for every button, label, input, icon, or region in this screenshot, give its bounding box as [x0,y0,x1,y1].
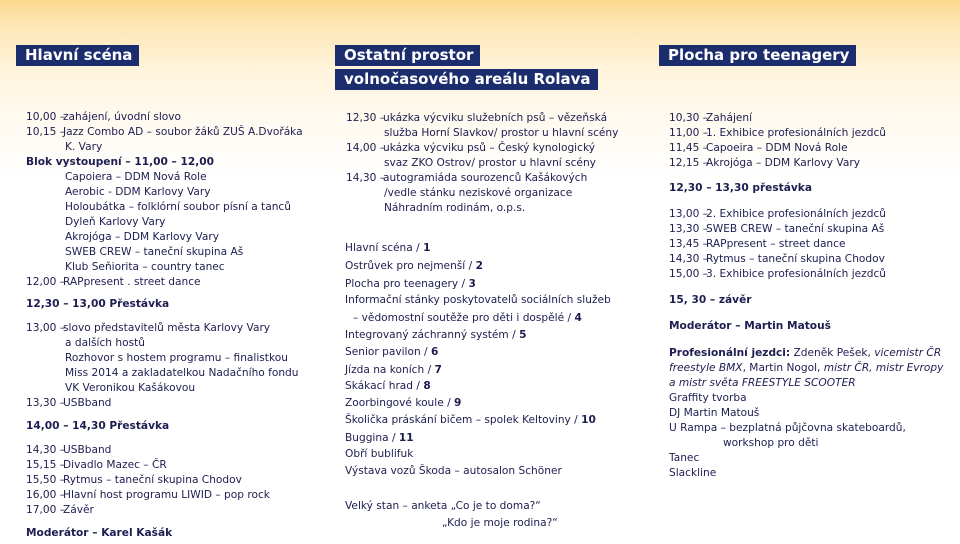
event: Rozhovor s hostem programu – finalistkou [65,352,288,364]
schedule-row [669,267,886,282]
time: 15,50 – [26,474,65,486]
time: 13,30 – [26,397,65,409]
schedule-row [346,141,595,156]
event: Capoeira – DDM Nová Role [706,142,848,154]
event: 2. Exhibice profesionálních jezdců [706,208,886,220]
area-name: Senior pavilon / [345,346,431,358]
area-number: 1 [423,242,431,254]
riders-label: Profesionální jezdci: [669,347,791,359]
time: 13,00 – [669,208,708,220]
area-number: 7 [434,364,442,376]
time: 14,30 – [26,444,65,456]
schedule-row [669,237,846,252]
area-name: Školička práskání bičem – spolek Keltoviny / [345,414,582,426]
schedule-row [26,321,270,336]
map-legend-item [345,413,596,428]
time: 11,45 – [669,142,708,154]
activity-continuation: workshop pro děti [723,437,819,449]
map-legend-item [345,328,526,343]
area-number: 3 [468,278,476,290]
block-heading: Blok vystoupení – 11,00 – 12,00 [26,156,215,168]
area-number: 6 [430,346,439,358]
area-name: Buggina / [345,432,399,444]
time: 10,30 – [669,112,708,124]
schedule-row [26,503,94,518]
event: ukázka výcviku psů – Český kynologický [383,142,595,154]
schedule-row [26,125,303,140]
activity: DJ Martin Matouš [669,407,760,419]
event-continuation: svaz ZKO Ostrov/ prostor u hlavní scény [384,157,596,169]
event: Hlavní host programu LIWID – pop rock [63,489,270,501]
time: 13,30 – [669,223,708,235]
time: 15,00 – [669,268,708,280]
event: Klub Seňiorita – country tanec [65,261,225,273]
area-number: 9 [454,397,462,409]
area-number: 8 [423,380,431,392]
schedule-row [26,473,242,488]
map-legend-item [353,311,582,326]
map-legend-item [345,277,476,292]
survey-line: „Kdo je moje rodina?“ [442,517,558,529]
riders-line: a mistr světa FREESTYLE SCOOTER [669,377,856,389]
area-number: 2 [475,260,483,272]
riders-line [669,346,941,361]
area-name: Jízda na koních / [345,364,435,376]
event: Holoubátka – folklórní soubor písní a tanců [65,201,291,213]
schedule-row [669,126,886,141]
schedule-row [346,171,587,186]
schedule-row [26,275,201,290]
event: Capoiera – DDM Nová Role [65,171,207,183]
time: 14,00 – [346,142,385,154]
activity: Slackline [669,467,717,479]
riders-title: vicemistr ČR [874,347,942,359]
riders-line [669,361,943,376]
event: zahájení, úvodní slovo [63,111,182,123]
schedule-row [669,156,860,171]
map-legend-item: Výstava vozů Škoda – autosalon Schöner [345,465,562,477]
riders-title: mistr ČR, mistr Evropy [823,362,944,374]
event: USBband [63,444,112,456]
event: RAPpresent – street dance [706,238,846,250]
moderator: Moderátor – Martin Matouš [669,320,831,332]
event-continuation: služba Horní Slavkov/ prostor u hlavní scény [384,127,619,139]
schedule-row [669,252,885,267]
event: Akrojóga – DDM Karlovy Vary [706,157,860,169]
riders-title: freestyle BMX [669,362,743,374]
map-legend-item [345,396,461,411]
schedule-row [26,110,181,125]
event-continuation: /vedle stánku neziskové organizace [384,187,573,199]
map-legend-item [345,431,414,446]
event-continuation: K. Vary [65,141,103,153]
event: SWEB CREW – taneční skupina Aš [65,246,244,258]
event: slovo představitelů města Karlovy Vary [63,322,271,334]
time: 17,00 – [26,504,65,516]
event-continuation: VK Veronikou Kašákovou [65,382,196,394]
time: 14,30 – [346,172,385,184]
map-legend-item [345,345,438,360]
time: 14,30 – [669,253,708,265]
map-legend-item: Obří bublifuk [345,448,414,460]
map-legend-item [345,259,483,274]
break-heading: 12,30 – 13,30 přestávka [669,182,812,194]
time: 16,00 – [26,489,65,501]
map-legend-item: Informační stánky poskytovatelů sociálních služeb [345,294,611,306]
activity: Tanec [669,452,700,464]
section-header-hlavni-scena: Hlavní scéna [16,45,139,66]
area-name: Skákací hrad / [345,380,424,392]
closing-heading: 15, 30 – závěr [669,294,752,306]
map-legend-item [345,241,430,256]
area-name: Integrovaný záchranný systém / [345,329,520,341]
area-name: – vědomostní soutěže pro děti i dospělé / [353,312,575,324]
area-number: 4 [574,312,582,324]
event: Rytmus – taneční skupina Chodov [706,253,885,265]
time: 12,15 – [669,157,708,169]
time: 11,00 – [669,127,708,139]
event: Rytmus – taneční skupina Chodov [63,474,242,486]
area-name: Ostrůvek pro nejmenší / [345,260,476,272]
schedule-row [26,458,167,473]
moderator: Moderátor – Karel Kašák [26,527,173,539]
time: 13,45 – [669,238,708,250]
event: Jazz Combo AD – soubor žáků ZUŠ A.Dvořáka [63,126,303,138]
riders-text: , Martin Nogol, [742,362,824,374]
section-header-ostatni-prostor-line1: Ostatní prostor [335,45,480,66]
break-heading: 14,00 – 14,30 Přestávka [26,420,170,432]
survey-line: Velký stan – anketa „Co je to doma?“ [345,500,541,512]
event: 1. Exhibice profesionálních jezdců [706,127,886,139]
event-continuation: Miss 2014 a zakladatelkou Nadačního fondu [65,367,299,379]
area-number: 10 [581,414,596,426]
activity: U Rampa – bezplatná půjčovna skateboardů, [669,422,906,434]
activity: Graffity tvorba [669,392,747,404]
area-name: Zoorbingové koule / [345,397,455,409]
map-legend-item [345,379,431,394]
event: Akrojóga – DDM Karlovy Vary [65,231,219,243]
event: ukázka výcviku služebních psů – vězeňská [383,112,608,124]
time: 10,00 – [26,111,65,123]
time: 13,00 – [26,322,65,334]
event: USBband [63,397,112,409]
schedule-row [669,141,848,156]
schedule-row [669,222,884,237]
event: SWEB CREW – taneční skupina Aš [706,223,885,235]
map-legend-item [345,363,442,378]
section-header-ostatni-prostor-line2: volnočasového areálu Rolava [335,69,598,90]
area-name: Hlavní scéna / [345,242,424,254]
time: 10,15 – [26,126,65,138]
event-continuation: Náhradním rodinám, o.p.s. [384,202,526,214]
event: autogramiáda sourozenců Kašákových [383,172,588,184]
time: 12,00 – [26,276,65,288]
event: Zahájení [706,112,753,124]
event-continuation: a dalších hostů [65,337,145,349]
area-name: Plocha pro teenagery / [345,278,469,290]
section-header-plocha-pro-teenagery: Plocha pro teenagery [659,45,856,66]
event: Divadlo Mazec – ČR [63,459,167,471]
schedule-row [26,443,111,458]
time: 12,30 – [346,112,385,124]
schedule-row [346,111,607,126]
schedule-row [669,207,886,222]
event: Závěr [63,504,94,516]
event: RAPpresent . street dance [63,276,201,288]
event: 3. Exhibice profesionálních jezdců [706,268,886,280]
schedule-row [669,111,752,126]
schedule-row [26,488,270,503]
time: 15,15 – [26,459,65,471]
break-heading: 12,30 – 13,00 Přestávka [26,298,170,310]
riders-text: Zdeněk Pešek, [790,347,875,359]
schedule-row [26,396,111,411]
event: Dyleň Karlovy Vary [65,216,166,228]
area-number: 5 [519,329,527,341]
event: Aerobic - DDM Karlovy Vary [65,186,211,198]
area-number: 11 [398,432,414,444]
